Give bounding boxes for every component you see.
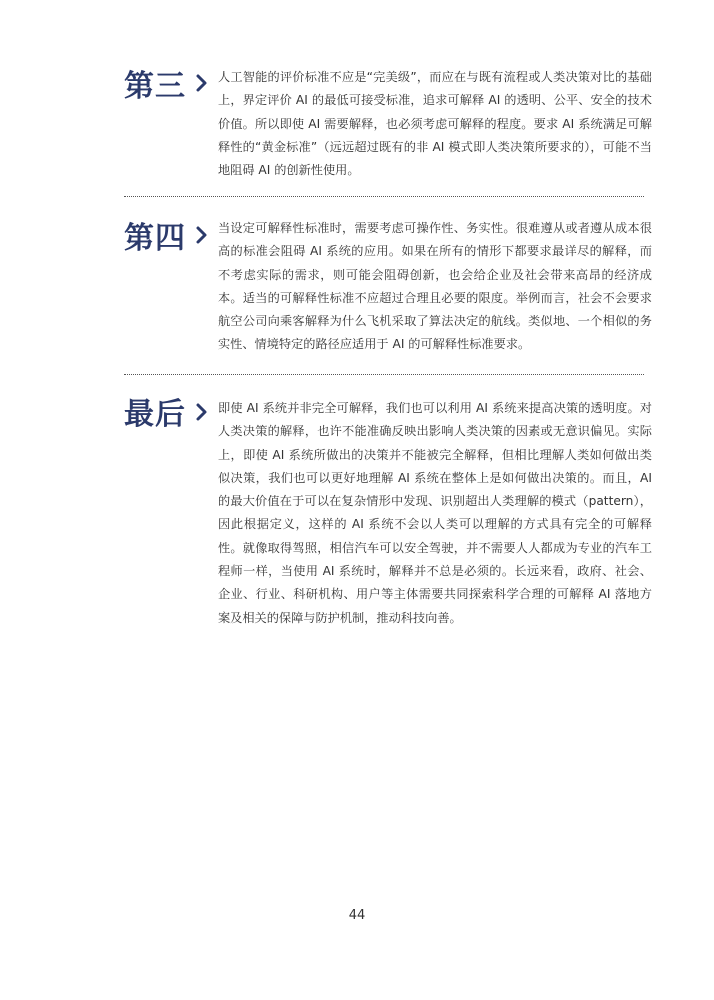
section-heading: 最后 xyxy=(124,397,186,432)
chevron-right-icon xyxy=(195,72,211,98)
section-heading: 第四 xyxy=(124,221,186,256)
section-heading: 第三 xyxy=(124,69,186,104)
section-paragraph: 人工智能的评价标准不应是“完美级”，而应在与既有流程或人类决策对比的基础上，界定评价 AI 的最低可接受标准，追求可解释 AI 的透明、公平、安全的技术价值。所以即使 AI 需要解释，也必须考虑可解释的程度。要求 AI 系统满足可解释性的“黄金标准”（远远超过既有的非 AI 模式即人类决策所要求的），可能不当地阻碍 AI 的创新性使用。 xyxy=(218,70,652,178)
chevron-right-icon xyxy=(195,401,211,427)
section-paragraph: 即使 AI 系统并非完全可解释，我们也可以利用 AI 系统来提高决策的透明度。对人类决策的解释，也许不能准确反映出影响人类决策的因素或无意识偏见。实际上，即使 AI 系统所做出的决策并不能被完全解释，但相比理解人类如何做出类似决策，我们也可以更好地理解 AI 系统在整体上是如何做出决策的。而且，AI 的最大价值在于可以在复杂情形中发现、识别超出人类理解的模式（pattern），因此根据定义，这样的 AI 系统不会以人类可以理解的方式具有完全的可解释性。就像取得驾照，相信汽车可以安全驾驶，并不需要人人都成为专业的汽车工程师一样，当使用 AI 系统时，解释并不总是必须的。长远来看，政府、社会、企业、行业、科研机构、用户等主体需要共同探索科学合理的可解释 AI 落地方案及相关的保障与防护机制，推动科技向善。 xyxy=(218,401,652,625)
chevron-right-icon xyxy=(195,224,211,250)
page-number: 44 xyxy=(348,908,366,923)
section-divider xyxy=(124,196,644,197)
section-divider xyxy=(124,374,644,375)
section-paragraph: 当设定可解释性标准时，需要考虑可操作性、务实性。很难遵从或者遵从成本很高的标准会阻碍 AI 系统的应用。如果在所有的情形下都要求最详尽的解释，而不考虑实际的需求，则可能会阻碍创新，也会给企业及社会带来高昂的经济成本。适当的可解释性标准不应超过合理且必要的限度。举例而言，社会不会要求航空公司向乘客解释为什么飞机采取了算法决定的航线。类似地、一个相似的务实性、情境特定的路径应适用于 AI 的可解释性标准要求。 xyxy=(218,221,652,352)
